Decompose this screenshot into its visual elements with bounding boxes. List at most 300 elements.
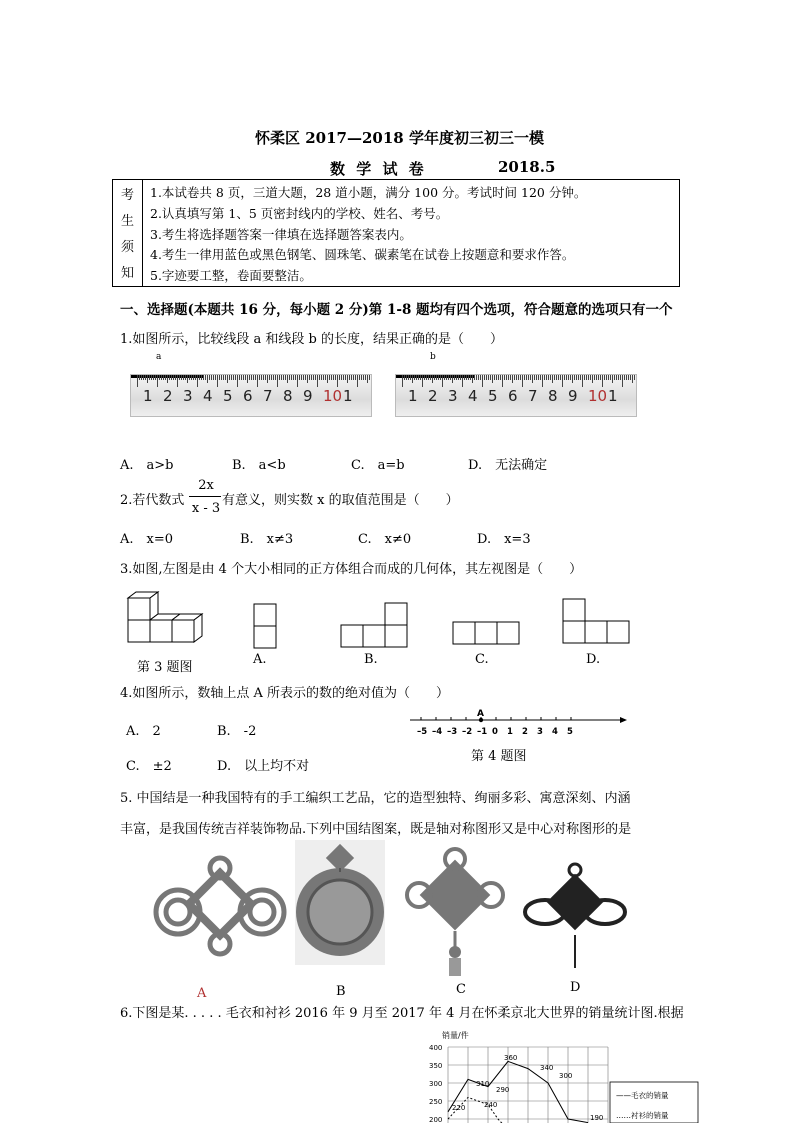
number-line-label: 2 xyxy=(522,727,528,737)
ruler-tick xyxy=(317,375,318,387)
ruler-tick xyxy=(632,375,633,383)
chart-point-label: 220 xyxy=(452,1104,466,1112)
ruler-tick xyxy=(335,375,336,380)
ruler-tick xyxy=(201,375,202,380)
ruler-tick xyxy=(327,375,328,383)
ruler-tick xyxy=(229,375,230,380)
ruler-tick xyxy=(313,375,314,380)
ruler-tick xyxy=(468,375,469,380)
ruler-number: 6 xyxy=(243,387,253,405)
notice-label xyxy=(113,180,143,286)
ruler-tick xyxy=(261,375,262,380)
ruler-tick xyxy=(155,375,156,380)
ruler-tick xyxy=(255,375,256,380)
ruler-tick xyxy=(289,375,290,380)
ruler-tick xyxy=(496,375,497,380)
ruler-tick xyxy=(594,375,595,380)
ruler-tick xyxy=(225,375,226,380)
ruler-tick xyxy=(149,375,150,380)
q4-option-b: B. -2 xyxy=(217,724,257,739)
chart-point-label: 290 xyxy=(496,1086,510,1094)
ruler-b xyxy=(395,374,637,417)
q3-option-a-figure xyxy=(254,604,276,648)
ruler-tick xyxy=(347,375,348,383)
notice-label-char: 考 xyxy=(121,188,135,203)
ruler-tick xyxy=(520,375,521,380)
exam-subtitle: 数 学 试 卷 xyxy=(330,160,427,178)
ruler-tick xyxy=(315,375,316,380)
chart-point-label: 340 xyxy=(540,1064,554,1072)
ruler-tick xyxy=(588,375,589,380)
ruler-tick xyxy=(355,375,356,380)
ruler-tick xyxy=(518,375,519,380)
q3-option-a: A. xyxy=(253,652,267,667)
ruler-tick xyxy=(626,375,627,380)
ruler-tick xyxy=(494,375,495,380)
ruler-tick xyxy=(361,375,362,380)
ruler-tick xyxy=(363,375,364,380)
sweater-series-line xyxy=(448,1061,588,1122)
ruler-tick xyxy=(416,375,417,380)
number-line-label: 3 xyxy=(537,727,543,737)
ruler-tick xyxy=(570,375,571,380)
legend-sweater: ——毛衣的销量 xyxy=(616,1091,669,1100)
q1-stem: 1.如图所示，比较线段 a 和线段 b 的长度，结果正确的是（ ） xyxy=(120,332,504,347)
ruler-tick xyxy=(249,375,250,380)
ruler-tick xyxy=(470,375,471,380)
ruler-tick xyxy=(325,375,326,380)
ruler-tick xyxy=(564,375,565,380)
ruler-tick xyxy=(367,375,368,383)
q1-option-d: D. 无法确定 xyxy=(468,458,548,473)
arrow-icon xyxy=(620,717,627,723)
section-heading: 一、选择题(本题共 16 分，每小题 2 分)第 1-8 题均有四个选项，符合题意的选项只有一个 xyxy=(120,302,673,318)
knot-a-figure xyxy=(156,858,284,954)
ruler-tick xyxy=(145,375,146,380)
ruler-tick xyxy=(159,375,160,380)
ruler-tick xyxy=(618,375,619,380)
ruler-tick xyxy=(486,375,487,380)
ruler-tick xyxy=(612,375,613,383)
ruler-tick xyxy=(167,375,168,383)
ruler-tick xyxy=(548,375,549,380)
number-line-label: 4 xyxy=(552,727,558,737)
ruler-number: 7 xyxy=(528,387,538,405)
ruler-tick xyxy=(359,375,360,380)
ruler-tick xyxy=(438,375,439,380)
q5-line1: 5. 中国结是一种我国特有的手工编织工艺品，它的造型独特、绚丽多彩、寓意深刻、内涵 xyxy=(120,791,631,806)
ruler-tick xyxy=(153,375,154,380)
ruler-tick xyxy=(616,375,617,380)
ruler-tick xyxy=(181,375,182,380)
q3-stem: 3.如图,左图是由 4 个大小相同的正方体组合而成的几何体，其左视图是（ ） xyxy=(120,562,583,577)
ruler-tick xyxy=(624,375,625,380)
ruler-tick xyxy=(237,375,238,387)
q1-option-b: B. a<b xyxy=(232,458,286,473)
number-line-label: –1 xyxy=(477,727,488,737)
ruler-tick xyxy=(291,375,292,380)
ruler-tick xyxy=(283,375,284,380)
q2-stem-prefix: 2.若代数式 xyxy=(120,493,185,508)
ruler-tick xyxy=(193,375,194,380)
ruler-tick xyxy=(163,375,164,380)
ruler-tick xyxy=(582,375,583,387)
ruler-tick xyxy=(287,375,288,383)
ruler-b-label: b xyxy=(430,352,436,362)
ruler-tick xyxy=(604,375,605,380)
ruler-tick xyxy=(371,375,372,380)
ruler-tick xyxy=(522,375,523,387)
ruler-tick xyxy=(265,375,266,380)
ruler-tick xyxy=(293,375,294,380)
notice-item: 3.考生将选择题答案一律填在选择题答案表内。 xyxy=(150,227,412,242)
chart-point-label: 300 xyxy=(559,1072,573,1080)
notice-label-char: 生 xyxy=(121,214,135,229)
ruler-tick xyxy=(472,375,473,383)
ruler-tick xyxy=(251,375,252,380)
ruler-tick xyxy=(602,375,603,387)
ruler-tick xyxy=(478,375,479,380)
ruler-tick xyxy=(608,375,609,380)
q2-option-c: C. x≠0 xyxy=(358,532,412,547)
ruler-tick xyxy=(488,375,489,380)
q3-option-d: D. xyxy=(586,652,601,667)
ruler-a-label: a xyxy=(156,352,162,362)
ruler-tick xyxy=(552,375,553,383)
chart-ytick-label: 200 xyxy=(429,1116,443,1123)
chart-point-label: 240 xyxy=(484,1101,498,1109)
ruler-tick xyxy=(566,375,567,380)
ruler-tick xyxy=(231,375,232,380)
q4-stem: 4.如图所示，数轴上点 A 所表示的数的绝对值为（ ） xyxy=(120,686,450,701)
ruler-tick xyxy=(161,375,162,380)
ruler-tick xyxy=(490,375,491,380)
q3-option-c: C. xyxy=(475,652,489,667)
ruler-tick xyxy=(606,375,607,380)
ruler-tick xyxy=(466,375,467,380)
ruler-tick xyxy=(586,375,587,380)
notice-item: 4.考生一律用蓝色或黑色钢笔、圆珠笔、碳素笔在试卷上按题意和要求作答。 xyxy=(150,247,575,262)
ruler-tick xyxy=(301,375,302,380)
ruler-tick xyxy=(408,375,409,380)
ruler-tick xyxy=(253,375,254,380)
ruler-tick xyxy=(440,375,441,380)
ruler-tick xyxy=(542,375,543,387)
ruler-tick xyxy=(281,375,282,380)
ruler-tick xyxy=(263,375,264,380)
ruler-number: 5 xyxy=(488,387,498,405)
ruler-tick xyxy=(578,375,579,380)
ruler-tick xyxy=(165,375,166,380)
ruler-tick xyxy=(550,375,551,380)
ruler-number: 9 xyxy=(303,387,313,405)
ruler-tick xyxy=(353,375,354,380)
ruler-tick xyxy=(169,375,170,380)
q3-figures xyxy=(120,590,640,650)
ruler-tick xyxy=(556,375,557,380)
q5-option-d: D xyxy=(570,980,581,995)
ruler-tick xyxy=(321,375,322,380)
ruler-number: 1 xyxy=(143,387,153,405)
ruler-tick xyxy=(203,375,204,380)
ruler-tick xyxy=(227,375,228,383)
ruler-tick xyxy=(450,375,451,380)
ruler-tick xyxy=(404,375,405,380)
q4-option-d: D. 以上均不对 xyxy=(217,759,310,774)
ruler-number: 1 xyxy=(343,387,353,405)
ruler-number: 4 xyxy=(203,387,213,405)
ruler-tick xyxy=(197,375,198,387)
q2-numerator: 2x xyxy=(198,478,214,493)
ruler-tick xyxy=(305,375,306,380)
ruler-number: 1 xyxy=(408,387,418,405)
chart-point-label: 310 xyxy=(476,1080,490,1088)
ruler-tick xyxy=(187,375,188,383)
ruler-number: 8 xyxy=(283,387,293,405)
ruler-tick xyxy=(412,375,413,383)
ruler-tick xyxy=(506,375,507,380)
ruler-tick xyxy=(369,375,370,380)
ruler-tick xyxy=(528,375,529,380)
ruler-tick xyxy=(211,375,212,380)
chinese-knot-figures xyxy=(150,840,640,985)
ruler-tick xyxy=(295,375,296,380)
ruler-tick xyxy=(536,375,537,380)
ruler-tick xyxy=(277,375,278,387)
q3-option-b: B. xyxy=(364,652,378,667)
notice-label-char: 须 xyxy=(121,240,135,255)
q2-denominator: x - 3 xyxy=(191,501,221,516)
ruler-tick xyxy=(267,375,268,383)
ruler-tick xyxy=(636,375,637,380)
ruler-tick xyxy=(217,375,218,387)
ruler-tick xyxy=(426,375,427,380)
chart-ytick-label: 300 xyxy=(429,1080,443,1088)
ruler-tick xyxy=(183,375,184,380)
ruler-tick xyxy=(442,375,443,387)
ruler-tick xyxy=(454,375,455,380)
ruler-tick xyxy=(600,375,601,380)
ruler-tick xyxy=(257,375,258,387)
ruler-tick xyxy=(137,375,138,387)
notice-item: 5.字迹要工整，卷面要整洁。 xyxy=(150,268,312,283)
ruler-tick xyxy=(554,375,555,380)
ruler-tick xyxy=(195,375,196,380)
ruler-tick xyxy=(351,375,352,380)
ruler-number: 5 xyxy=(223,387,233,405)
ruler-tick xyxy=(199,375,200,380)
chart-point-label: 360 xyxy=(504,1054,518,1062)
ruler-tick xyxy=(303,375,304,380)
ruler-number: 9 xyxy=(568,387,578,405)
ruler-tick xyxy=(610,375,611,380)
chart-ytick-label: 350 xyxy=(429,1062,443,1070)
ruler-tick xyxy=(297,375,298,387)
ruler-tick xyxy=(526,375,527,380)
ruler-tick xyxy=(357,375,358,387)
ruler-tick xyxy=(173,375,174,380)
ruler-tick xyxy=(508,375,509,380)
ruler-number: 8 xyxy=(548,387,558,405)
ruler-tick xyxy=(436,375,437,380)
ruler-tick xyxy=(285,375,286,380)
ruler-tick xyxy=(299,375,300,380)
ruler-tick xyxy=(434,375,435,380)
ruler-tick xyxy=(458,375,459,380)
ruler-tick xyxy=(151,375,152,380)
ruler-tick xyxy=(446,375,447,380)
ruler-a xyxy=(130,374,372,417)
ruler-tick xyxy=(538,375,539,380)
ruler-tick xyxy=(428,375,429,380)
ruler-tick xyxy=(432,375,433,383)
ruler-number: 10 xyxy=(323,387,343,405)
cube-solid-figure xyxy=(128,592,202,642)
q1-option-a: A. a>b xyxy=(120,458,174,473)
fraction-bar xyxy=(189,496,221,497)
sales-chart xyxy=(418,1028,718,1123)
exam-title: 怀柔区 2017—2018 学年度初三初三一模 xyxy=(255,129,544,147)
q3-option-d-figure xyxy=(563,599,629,643)
number-line-label: 0 xyxy=(492,727,498,737)
ruler-tick xyxy=(576,375,577,380)
ruler-tick xyxy=(205,375,206,380)
q5-option-b: B xyxy=(336,984,346,999)
ruler-tick xyxy=(343,375,344,380)
q5-option-c: C xyxy=(456,982,466,997)
ruler-tick xyxy=(365,375,366,380)
ruler-tick xyxy=(484,375,485,380)
point-a-label: A xyxy=(477,709,484,719)
ruler-tick xyxy=(307,375,308,383)
ruler-tick xyxy=(179,375,180,380)
ruler-tick xyxy=(498,375,499,380)
ruler-number: 6 xyxy=(508,387,518,405)
number-line-label: –3 xyxy=(447,727,458,737)
q4-figure-caption: 第 4 题图 xyxy=(471,749,527,764)
ruler-tick xyxy=(418,375,419,380)
ruler-tick xyxy=(512,375,513,383)
notice-label-char: 知 xyxy=(121,266,135,281)
ruler-tick xyxy=(530,375,531,380)
ruler-tick xyxy=(630,375,631,380)
ruler-tick xyxy=(502,375,503,387)
ruler-tick xyxy=(584,375,585,380)
ruler-tick xyxy=(534,375,535,380)
knot-b-figure xyxy=(295,840,385,965)
ruler-tick xyxy=(221,375,222,380)
chart-point-labels xyxy=(452,1054,603,1122)
ruler-tick xyxy=(456,375,457,380)
ruler-tick xyxy=(215,375,216,380)
number-line-label: 5 xyxy=(567,727,573,737)
chart-ylabel: 销量/件 xyxy=(442,1031,469,1040)
ruler-tick xyxy=(448,375,449,380)
ruler-tick xyxy=(349,375,350,380)
ruler-tick xyxy=(333,375,334,380)
ruler-tick xyxy=(546,375,547,380)
q2-option-b: B. x≠3 xyxy=(240,532,294,547)
ruler-tick xyxy=(422,375,423,387)
ruler-tick xyxy=(185,375,186,380)
ruler-tick xyxy=(213,375,214,380)
ruler-tick xyxy=(516,375,517,380)
ruler-tick xyxy=(424,375,425,380)
ruler-tick xyxy=(620,375,621,380)
knot-d-figure xyxy=(525,864,625,968)
ruler-tick xyxy=(476,375,477,380)
chart-point-label: 190 xyxy=(590,1114,604,1122)
notice-item: 1.本试卷共 8 页，三道大题，28 道小题，满分 100 分。考试时间 120 分钟。 xyxy=(150,185,587,200)
q1-option-c: C. a=b xyxy=(351,458,405,473)
ruler-tick xyxy=(544,375,545,380)
ruler-tick xyxy=(259,375,260,380)
ruler-number: 2 xyxy=(428,387,438,405)
ruler-tick xyxy=(614,375,615,380)
ruler-tick xyxy=(269,375,270,380)
notice-item: 2.认真填写第 1、5 页密封线内的学校、姓名、考号。 xyxy=(150,206,449,221)
ruler-tick xyxy=(243,375,244,380)
q4-option-a: A. 2 xyxy=(126,724,161,739)
ruler-tick xyxy=(247,375,248,383)
ruler-tick xyxy=(279,375,280,380)
ruler-tick xyxy=(510,375,511,380)
ruler-tick xyxy=(590,375,591,380)
ruler-tick xyxy=(402,375,403,387)
ruler-tick xyxy=(540,375,541,380)
ruler-tick xyxy=(139,375,140,380)
chart-ytick-label: 400 xyxy=(429,1044,443,1052)
ruler-tick xyxy=(209,375,210,380)
notice-box xyxy=(112,179,680,287)
ruler-tick xyxy=(235,375,236,380)
number-line-label: –2 xyxy=(462,727,473,737)
ruler-tick xyxy=(239,375,240,380)
exam-date: 2018.5 xyxy=(498,158,556,176)
ruler-tick xyxy=(339,375,340,380)
ruler-tick xyxy=(532,375,533,383)
ruler-tick xyxy=(177,375,178,387)
ruler-tick xyxy=(480,375,481,380)
ruler-tick xyxy=(592,375,593,383)
ruler-tick xyxy=(245,375,246,380)
ruler-tick xyxy=(319,375,320,380)
number-line-label: –4 xyxy=(432,727,443,737)
ruler-tick xyxy=(562,375,563,387)
q2-stem-suffix: 有意义，则实数 x 的取值范围是（ ） xyxy=(222,493,459,508)
ruler-tick xyxy=(219,375,220,380)
ruler-tick xyxy=(504,375,505,380)
ruler-tick xyxy=(464,375,465,380)
ruler-tick xyxy=(560,375,561,380)
ruler-tick xyxy=(574,375,575,380)
ruler-tick xyxy=(410,375,411,380)
ruler-tick xyxy=(147,375,148,383)
ruler-tick xyxy=(175,375,176,380)
ruler-tick xyxy=(492,375,493,383)
number-line xyxy=(405,704,630,740)
ruler-tick xyxy=(189,375,190,380)
ruler-number: 3 xyxy=(448,387,458,405)
ruler-tick xyxy=(430,375,431,380)
ruler-tick xyxy=(622,375,623,387)
q6-stem: 6.下图是某. . . . . 毛衣和衬衫 2016 年 9 月至 2017 年 4 月在怀柔京北大世界的销量统计图.根据 xyxy=(120,1006,684,1021)
ruler-tick xyxy=(500,375,501,380)
ruler-tick xyxy=(311,375,312,380)
ruler-tick xyxy=(275,375,276,380)
ruler-tick xyxy=(634,375,635,380)
legend-shirt: ……衬衫的销量 xyxy=(616,1111,669,1120)
